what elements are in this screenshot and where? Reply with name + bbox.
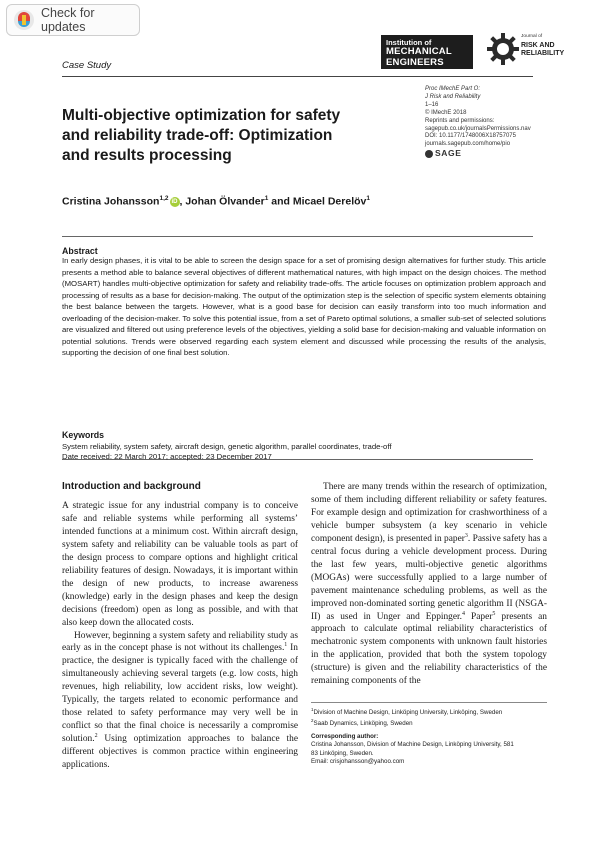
footnote-rule <box>311 702 547 703</box>
meta-journal-link[interactable]: journals.sagepub.com/home/pio <box>425 141 511 148</box>
footnote-affiliation <box>311 717 547 728</box>
corresponding-author-line: Cristina Johansson, Division of Machine Design, Linköping University, 581 <box>311 741 514 749</box>
body-column-left <box>62 500 298 772</box>
author-affiliation-sup: 1 <box>264 195 269 202</box>
imeche-logo-line1: Institution of <box>386 38 432 47</box>
section-heading-introduction: Introduction and background <box>62 481 201 492</box>
keywords-heading: Keywords <box>62 430 105 440</box>
citation-ref[interactable]: 1 <box>284 642 288 649</box>
dates-line: Date received: 22 March 2017; accepted: 23 December 2017 <box>62 452 272 461</box>
journal-logo-line1: Journal of <box>521 34 543 39</box>
imeche-logo <box>381 35 473 69</box>
meta-reprints: Reprints and permissions: <box>425 117 495 124</box>
meta-doi[interactable]: DOI: 10.1177/1748006X18757075 <box>425 133 516 140</box>
crossmark-icon <box>13 9 35 31</box>
footnote-sup: 2 <box>311 718 314 724</box>
footnote-text: Division of Machine Design, Linköping University, Linköping, Sweden <box>313 709 503 717</box>
sage-label: SAGE <box>435 148 462 159</box>
article-meta <box>425 86 555 158</box>
footnote-affiliation <box>311 706 547 717</box>
journal-logo <box>484 32 584 72</box>
meta-journal-sub: J Risk and Reliability <box>425 93 481 100</box>
imeche-logo-line2: MECHANICAL <box>386 46 452 57</box>
text-span: In practice, the designer is typically faced with the challenge of simultaneously achieving several targets (e.g. low costs, high revenues, high reliability, low accident risks, low weight). Typically, the targets related to economic performance and those related to safety performance may very well be in conflict so that the final choice is necessarily a compromise solution. <box>62 643 298 745</box>
article-title: Multi-objective optimization for safety and reliability trade-off: Optimization and results processing <box>62 107 341 164</box>
paragraph <box>311 481 547 688</box>
text-span: . Passive safety has a central focus during a vehicle development process. During the last few years, multi-objective genetic algorithms (MOGAs) were successfully applied to a large number of pavement maintenance scheduling problems, as well as the improved non-dominated sorting genetic algorithm II (NSGA-II) as used in Unger and Eppinger. <box>311 533 547 622</box>
check-for-updates-badge[interactable] <box>6 4 140 36</box>
meta-copyright: © IMechE 2018 <box>425 109 467 116</box>
article-type: Case Study <box>62 60 112 71</box>
abstract-text: In early design phases, it is vital to be able to screen the design space for a set of promising design alternatives for further study. This article presents a method able to balance several objectives of different mathematical natures, with high impact on the design choices. The method (MOSART) handles multi-objective optimization for safety and reliability trade-offs. The article focuses on optimization problem approach and processing of results as a base for decision-making. The output of the optimization step is the selection of specific system elements obtaining the best balance between the targets. However, what is a good base for decision can easily transform into too much information and overloading of the decision-maker. To solve this potential issue, from a set of Pareto optimal solutions, a smaller sub-set of selected solutions are visualized and filtered out using preference levels of the objectives, yielding a solid base for decision-making and valuable information on potential solutions. Trends were observed regarding each system element and discussed while processing the results of the analysis, supporting the decision of one final best solution. <box>62 256 546 358</box>
text-span: Using optimization approaches to balance the different objectives is common practice within engineering applications. <box>62 734 298 771</box>
footnotes <box>311 706 547 767</box>
author-list <box>62 195 370 208</box>
journal-logo-line3: RELIABILITY <box>521 50 565 57</box>
sage-logo <box>425 150 555 158</box>
orcid-icon[interactable]: iD <box>171 198 178 205</box>
abstract-top-rule <box>62 236 533 237</box>
footnote-text: Saab Dynamics, Linköping, Sweden <box>313 720 413 728</box>
keywords-text: System reliability, system safety, aircraft design, genetic algorithm, parallel coordinates, trade-off <box>62 442 392 451</box>
corresponding-author-email[interactable]: Email: crisjohansson@yahoo.com <box>311 758 405 766</box>
author-name: Cristina Johansson <box>62 195 160 208</box>
text-span: There are many trends within the research of optimization, some of them including different reliability or safety features. For example design and optimization for crashworthiness of a vehicle bumper subsystem (a key scenario in vehicle component design), is presented in paper <box>311 482 547 544</box>
citation-ref[interactable]: 2 <box>94 733 98 740</box>
meta-reprints-link[interactable]: sagepub.co.uk/journalsPermissions.nav <box>425 125 531 132</box>
header-rule <box>62 76 533 77</box>
author-affiliation-sup: 1,2 <box>159 195 169 202</box>
paragraph: A strategic issue for any industrial company is to conceive safe and reliable systems while performing all systems’ intended functions at a minimum cost. Within aircraft design, system safety and reliability can be valuable tools as part of the design process to compare options and highlight critical reliability features of design. Nowadays, it is important within the design of new products, to increase awareness (knowledge) early in the design phases and keep the design decisions (freedom) open as long as possible, and with that also keep down the allocated costs. <box>62 501 298 628</box>
check-for-updates-label: Check for updates <box>41 6 95 34</box>
meta-pages: 1–16 <box>425 101 439 108</box>
author-name: , Johan Ölvander <box>179 195 265 208</box>
author-name: and Micael Derelöv <box>268 195 367 208</box>
imeche-logo-line3: ENGINEERS <box>386 57 444 68</box>
citation-ref[interactable]: 3 <box>464 532 468 539</box>
citation-ref[interactable]: 5 <box>492 610 496 617</box>
text-span: However, beginning a system safety and reliability study as early as in the concept phase is not without its challenges. <box>62 630 298 654</box>
gear-icon <box>486 32 520 71</box>
sage-icon <box>425 150 433 158</box>
text-span: presents an approach to calculate optimal reliability characteristics of mechatronic system components with unknown fault histories in the application, provided that both the system topology (structure) is given and the reliability characteristics of the remaining components of the <box>311 611 547 687</box>
journal-logo-line2: RISK AND <box>521 42 555 49</box>
text-span: Paper <box>464 611 493 622</box>
body-column-right <box>311 481 547 688</box>
meta-journal: Proc IMechE Part O: <box>425 86 481 92</box>
abstract-heading: Abstract <box>62 246 98 256</box>
author-affiliation-sup: 1 <box>366 195 370 202</box>
footnote-sup: 1 <box>311 707 314 712</box>
corresponding-author-line: 83 Linköping, Sweden. <box>311 749 374 757</box>
citation-ref[interactable]: 4 <box>461 610 465 617</box>
paragraph <box>62 630 298 772</box>
corresponding-author-heading: Corresponding author: <box>311 732 379 740</box>
